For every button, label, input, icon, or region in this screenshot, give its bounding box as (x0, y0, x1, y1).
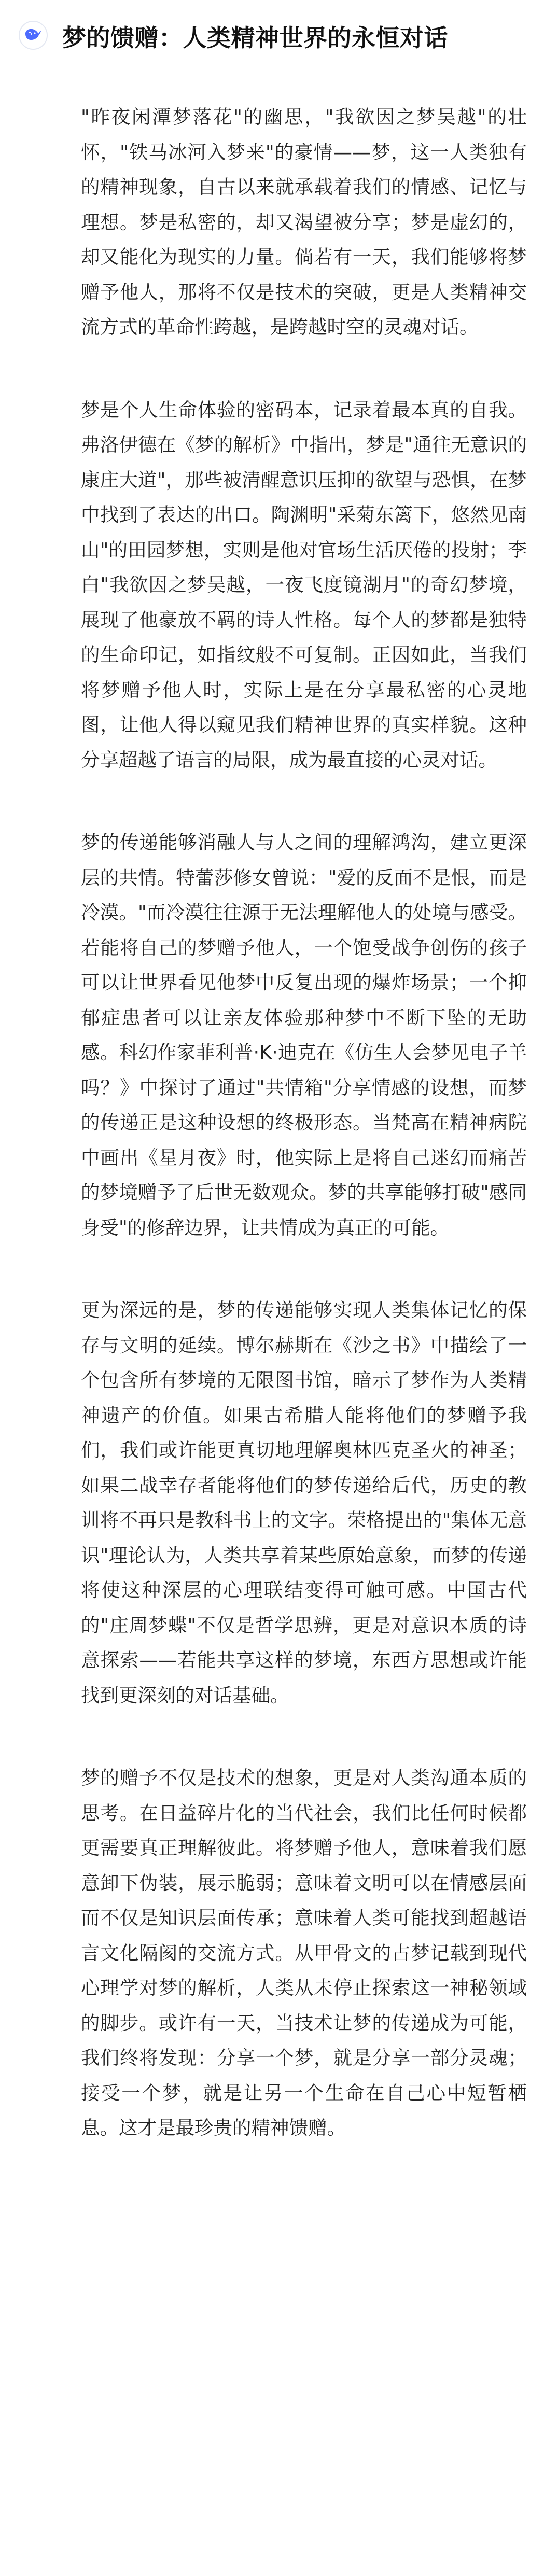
paragraph-conclusion: 梦的赠予不仅是技术的想象，更是对人类沟通本质的思考。在日益碎片化的当代社会，我们比任何时候都更需要真正理解彼此。将梦赠予他人，意味着我们愿意卸下伪装，展示脆弱；意味着文明可以在情感层面而不仅是知识层面传承；意味着人类可能找到超越语言文化隔阂的交流方式。从甲骨文的占梦记载到现代心理学对梦的解析，人类从未停止探索这一神秘领域的脚步。或许有一天，当技术让梦的传递成为可能，我们终将发现：分享一个梦，就是分享一部分灵魂；接受一个梦，就是让另一个生命在自己心中短暂栖息。这才是最珍贵的精神馈赠。 (81, 1767, 527, 2139)
paragraph-intro: "昨夜闲潭梦落花"的幽思，"我欲因之梦吴越"的壮怀，"铁马冰河入梦来"的豪情——梦，这一人类独有的精神现象，自古以来就承载着我们的情感、记忆与理想。梦是私密的，却又渴望被分享；梦是虚幻的，却又能化为现实的力量。倘若有一天，我们能够将梦赠予他人，那将不仅是技术的突破，更是人类精神交流方式的革命性跨越，是跨越时空的灵魂对话。 (81, 106, 527, 338)
paragraph-empathy: 梦的传递能够消融人与人之间的理解鸿沟，建立更深层的共情。特蕾莎修女曾说："爱的反面不是恨，而是冷漠。"而冷漠往往源于无法理解他人的处境与感受。若能将自己的梦赠予他人，一个饱受战争创伤的孩子可以让世界看见他梦中反复出现的爆炸场景；一个抑郁症患者可以让亲友体验那种梦中不断下坠的无助感。科幻作家菲利普·K·迪克在《仿生人会梦见电子羊吗？》中探讨了通过"共情箱"分享情感的设想，而梦的传递正是这种设想的终极形态。当梵高在精神病院中画出《星月夜》时，他实际上是将自己迷幻而痛苦的梦境赠予了后世无数观众。梦的共享能够打破"感同身受"的修辞边界，让共情成为真正的可能。 (81, 831, 527, 1239)
response-header (19, 19, 527, 57)
paragraph-collective-memory: 更为深远的是，梦的传递能够实现人类集体记忆的保存与文明的延续。博尔赫斯在《沙之书》中描绘了一个包含所有梦境的无限图书馆，暗示了梦作为人类精神遗产的价值。如果古希腊人能将他们的梦赠予我们，我们或许能更真切地理解奥林匹克圣火的神圣；如果二战幸存者能将他们的梦传递给后代，历史的教训将不再只是教科书上的文字。荣格提出的"集体无意识"理论认为，人类共享着某些原始意象，而梦的传递将使这种深层的心理联结变得可触可感。中国古代的"庄周梦蝶"不仅是哲学思辨，更是对意识本质的诗意探索——若能共享这样的梦境，东西方思想或许能找到更深刻的对话基础。 (81, 1299, 527, 1706)
response-body (81, 100, 527, 2146)
paragraph-personal-code: 梦是个人生命体验的密码本，记录着最本真的自我。弗洛伊德在《梦的解析》中指出，梦是"通往无意识的康庄大道"，那些被清醒意识压抑的欲望与恐惧，在梦中找到了表达的出口。陶渊明"采菊东篱下，悠然见南山"的田园梦想，实则是他对官场生活厌倦的投射；李白"我欲因之梦吴越，一夜飞度镜湖月"的奇幻梦境，展现了他豪放不羁的诗人性格。每个人的梦都是独特的生命印记，如指纹般不可复制。正因如此，当我们将梦赠予他人时，实际上是在分享最私密的心灵地图，让他人得以窥见我们精神世界的真实样貌。这种分享超越了语言的局限，成为最直接的心灵对话。 (81, 398, 527, 771)
assistant-avatar (19, 21, 48, 50)
whale-logo-icon (24, 27, 42, 43)
response-title: 梦的馈赠：人类精神世界的永恒对话 (62, 24, 448, 52)
